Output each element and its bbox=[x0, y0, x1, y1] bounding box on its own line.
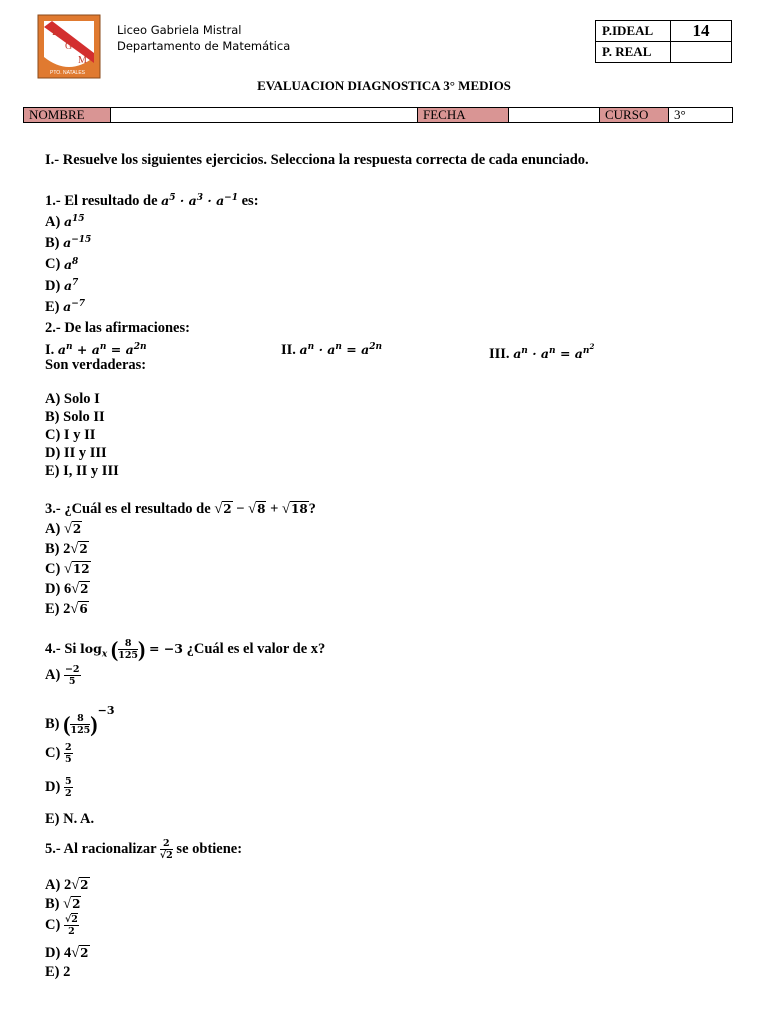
logo-letter-m: M bbox=[78, 55, 87, 66]
course-field[interactable]: 3° bbox=[669, 108, 733, 123]
question-3-prompt: 3.- ¿Cuál es el resultado de √2 − √8 + √18? bbox=[45, 501, 316, 517]
real-score-label: P. REAL bbox=[596, 42, 671, 63]
q2-options bbox=[45, 390, 119, 480]
q4-option-e[interactable]: E) N. A. bbox=[45, 811, 95, 827]
q2-statement-2: II. $a^n \cdot a^n = a^{2n}$ bbox=[281, 342, 383, 359]
q1-option-a[interactable]: A) $a^{15}$ bbox=[45, 214, 85, 231]
logo-caption: PTO. NATALES bbox=[50, 70, 86, 76]
q3-option-b[interactable]: B) 2√2 bbox=[45, 541, 88, 557]
q2-option-a[interactable]: A) Solo I bbox=[45, 391, 100, 407]
school-logo bbox=[36, 13, 102, 80]
q3-option-c[interactable]: C) √12 bbox=[45, 561, 90, 577]
date-field[interactable] bbox=[509, 108, 600, 123]
q2-statement-1: I. $a^n + a^n = a^{2n}$ bbox=[45, 342, 147, 359]
course-label: CURSO bbox=[600, 108, 669, 123]
instructions: I.- Resuelve los siguientes ejercicios. Selecciona la respuesta correcta de cada enunciado. bbox=[45, 152, 589, 168]
q1-option-d[interactable]: D) $a^7$ bbox=[45, 277, 79, 294]
q2-statement-3: III. $a^n \cdot a^n = a^{n^2}$ bbox=[489, 342, 595, 363]
question-3 bbox=[45, 500, 316, 618]
q3-option-e[interactable]: E) 2√6 bbox=[45, 601, 88, 617]
question-2-subprompt: Son verdaderas: bbox=[45, 357, 147, 373]
q5-option-c[interactable]: C) $\frac{√2}{2}$ bbox=[45, 914, 78, 937]
question-1 bbox=[45, 189, 259, 316]
question-1-prompt bbox=[45, 189, 259, 210]
ideal-score-value: 14 bbox=[671, 21, 732, 42]
q3-option-d[interactable]: D) 6√2 bbox=[45, 581, 89, 597]
name-field[interactable] bbox=[111, 108, 418, 123]
logo-letter-g: G bbox=[65, 41, 73, 52]
school-info bbox=[117, 22, 290, 54]
school-name: Liceo Gabriela Mistral bbox=[117, 23, 242, 37]
q2-option-b[interactable]: B) Solo II bbox=[45, 409, 105, 425]
question-2-prompt: 2.- De las afirmaciones: bbox=[45, 320, 190, 336]
q5-option-d[interactable]: D) 4√2 bbox=[45, 945, 89, 961]
question-5-prompt: 5.- Al racionalizar $\frac{2}{√2}$ se obtiene: bbox=[45, 838, 243, 861]
q1-option-c[interactable]: C) $a^8$ bbox=[45, 256, 79, 273]
q5-option-a[interactable]: A) 2√2 bbox=[45, 877, 89, 893]
question-4-prompt: 4.- Si $\log_x$ ( $\frac{8}{125}$ ) = −3 ¿Cuál es el valor de x? bbox=[45, 636, 326, 662]
q2-option-d[interactable]: D) II y III bbox=[45, 445, 107, 461]
question-1-expression: $a^5 \cdot a^3 \cdot a^{-1}$ bbox=[161, 193, 238, 209]
ideal-score-label: P.IDEAL bbox=[596, 21, 671, 42]
question-1-text: 1.- El resultado de bbox=[45, 193, 158, 210]
q5-option-e[interactable]: E) 2 bbox=[45, 964, 71, 980]
q1-option-b[interactable]: B) $a^{-15}$ bbox=[45, 235, 92, 252]
department-name: Departamento de Matemática bbox=[117, 39, 291, 53]
question-1-suffix: es: bbox=[241, 193, 259, 210]
q4-option-c[interactable]: C) $\frac{2}{5}$ bbox=[45, 742, 72, 765]
student-info-row bbox=[23, 107, 733, 123]
logo-letter-l: L bbox=[52, 27, 59, 38]
real-score-value[interactable] bbox=[671, 42, 732, 63]
q4-option-d[interactable]: D) $\frac{5}{2}$ bbox=[45, 776, 72, 799]
q2-option-e[interactable]: E) I, II y III bbox=[45, 463, 119, 479]
page-title: EVALUACION DIAGNOSTICA 3° MEDIOS bbox=[257, 78, 511, 93]
score-table bbox=[595, 20, 732, 63]
q5-option-b[interactable]: B) √2 bbox=[45, 896, 81, 912]
school-crest-icon bbox=[36, 13, 102, 80]
date-label: FECHA bbox=[418, 108, 509, 123]
q4-option-b[interactable]: B) ( $\frac{8}{125}$ )$^{-3}$ bbox=[45, 704, 115, 737]
q4-option-a[interactable]: A) $\frac{-2}{5}$ bbox=[45, 664, 80, 687]
q3-option-a[interactable]: A) √2 bbox=[45, 521, 82, 537]
name-label: NOMBRE bbox=[24, 108, 111, 123]
q2-option-c[interactable]: C) I y II bbox=[45, 427, 96, 443]
q1-option-e[interactable]: E) $a^{-7}$ bbox=[45, 298, 86, 315]
